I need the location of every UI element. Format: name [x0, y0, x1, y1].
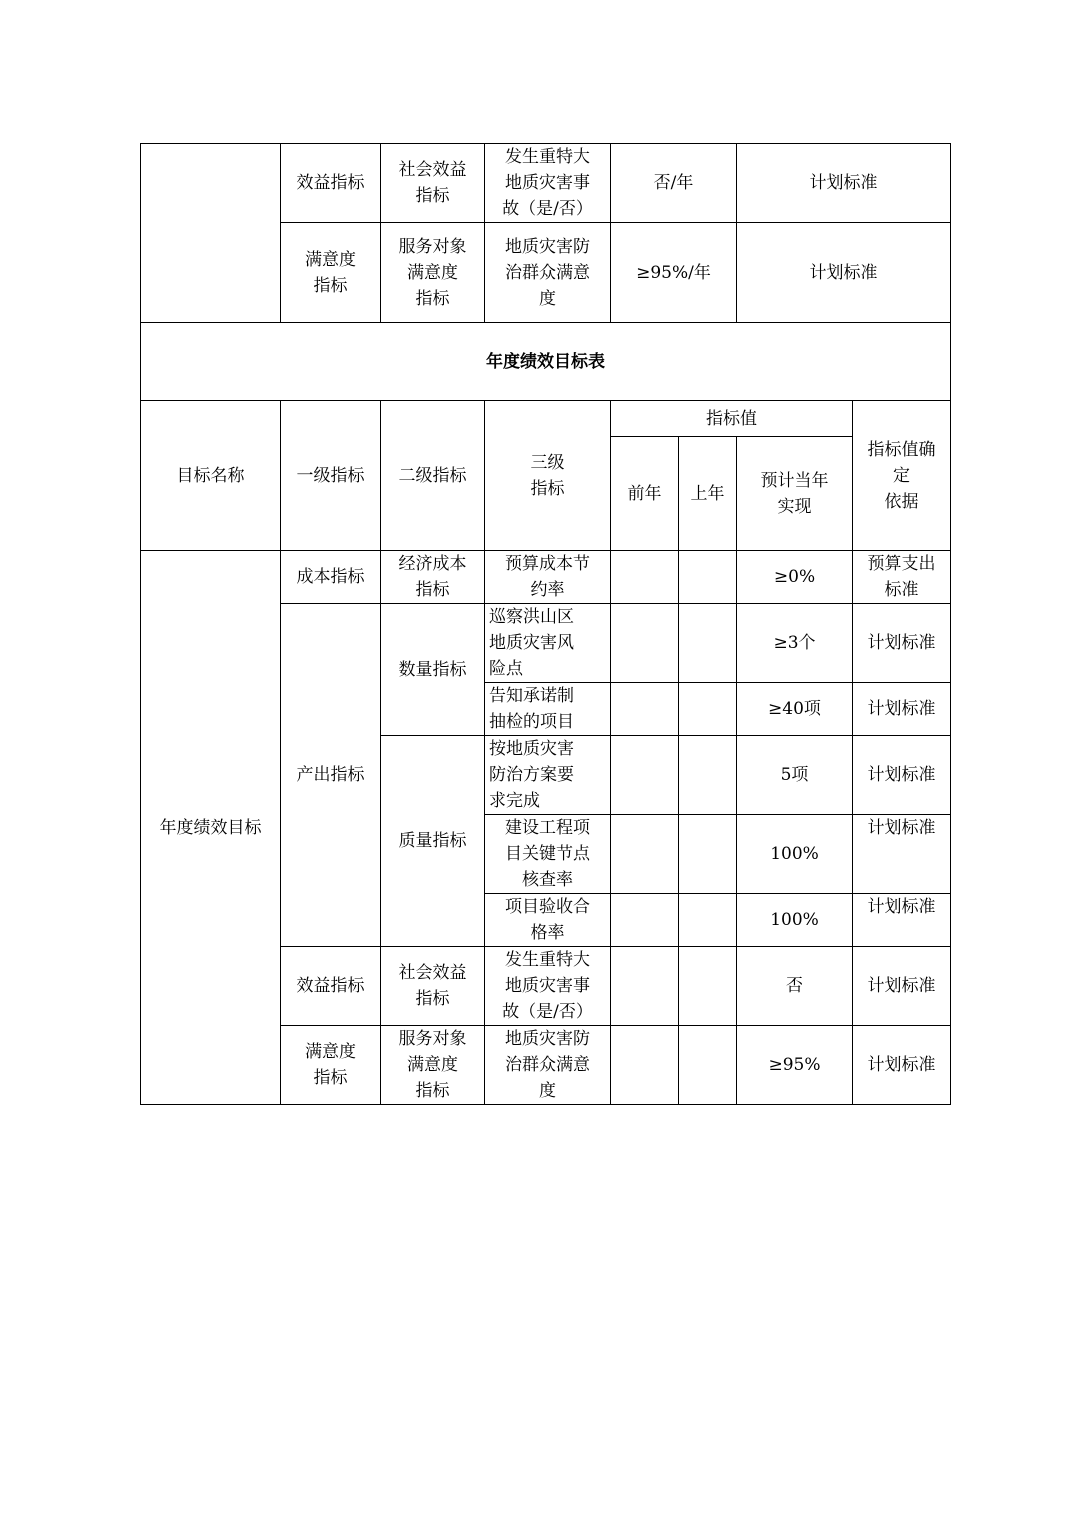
- prev-year-cell: [611, 894, 679, 947]
- level3-cell: 项目验收合 格率: [485, 894, 611, 947]
- prev-year-cell: [611, 551, 679, 604]
- level3-cell: 地质灾害防 治群众满意 度: [485, 223, 611, 323]
- expected-cell: 100%: [737, 894, 853, 947]
- prev-year-cell: [611, 815, 679, 894]
- basis-cell: 计划标准: [853, 947, 951, 1026]
- basis-cell: 计划标准: [853, 815, 951, 894]
- last-year-cell: [679, 736, 737, 815]
- header-basis: 指标值确 定 依据: [853, 401, 951, 551]
- level3-cell: 预算成本节 约率: [485, 551, 611, 604]
- level1-cell: 产出指标: [281, 604, 381, 947]
- level1-cell: 满意度 指标: [281, 1026, 381, 1105]
- level3-cell: 告知承诺制 抽检的项目: [485, 683, 611, 736]
- prev-year-cell: [611, 683, 679, 736]
- level2-cell: 质量指标: [381, 736, 485, 947]
- continuation-table: [140, 143, 951, 323]
- last-year-cell: [679, 894, 737, 947]
- prev-year-cell: [611, 1026, 679, 1105]
- last-year-cell: [679, 947, 737, 1026]
- header-indicator-value: 指标值: [611, 401, 853, 437]
- basis-cell: 计划标准: [853, 604, 951, 683]
- header-level1: 一级指标: [281, 401, 381, 551]
- last-year-cell: [679, 1026, 737, 1105]
- last-year-cell: [679, 604, 737, 683]
- basis-cell: 计划标准: [737, 223, 951, 323]
- basis-cell: 计划标准: [853, 683, 951, 736]
- last-year-cell: [679, 683, 737, 736]
- basis-cell: 预算支出 标准: [853, 551, 951, 604]
- goal-name-cell: 年度绩效目标: [141, 551, 281, 1105]
- expected-cell: ≥95%: [737, 1026, 853, 1105]
- level3-cell: 发生重特大 地质灾害事 故（是/否）: [485, 144, 611, 223]
- prev-year-cell: [611, 736, 679, 815]
- level2-cell: 社会效益 指标: [381, 947, 485, 1026]
- basis-cell: 计划标准: [737, 144, 951, 223]
- header-goal-name: 目标名称: [141, 401, 281, 551]
- expected-cell: ≥3个: [737, 604, 853, 683]
- expected-cell: 否: [737, 947, 853, 1026]
- expected-cell: 100%: [737, 815, 853, 894]
- level2-cell: 服务对象 满意度 指标: [381, 1026, 485, 1105]
- table-row: [141, 551, 951, 604]
- header-last-year: 上年: [679, 437, 737, 551]
- value-cell: 否/年: [611, 144, 737, 223]
- last-year-cell: [679, 551, 737, 604]
- level3-cell: 建设工程项 目关键节点 核查率: [485, 815, 611, 894]
- level2-cell: 经济成本 指标: [381, 551, 485, 604]
- basis-cell: 计划标准: [853, 894, 951, 947]
- header-expected: 预计当年 实现: [737, 437, 853, 551]
- value-cell: ≥95%/年: [611, 223, 737, 323]
- level1-cell: 效益指标: [281, 144, 381, 223]
- header-row: [141, 401, 951, 437]
- prev-year-cell: [611, 604, 679, 683]
- table-row: [141, 144, 951, 223]
- header-level2: 二级指标: [381, 401, 485, 551]
- header-level3: 三级 指标: [485, 401, 611, 551]
- expected-cell: ≥40项: [737, 683, 853, 736]
- table-title: 年度绩效目标表: [141, 323, 951, 401]
- level1-cell: 效益指标: [281, 947, 381, 1026]
- level1-cell: 满意度 指标: [281, 223, 381, 323]
- goal-name-cell: [141, 144, 281, 323]
- level3-cell: 巡察洪山区 地质灾害风 险点: [485, 604, 611, 683]
- level2-cell: 社会效益 指标: [381, 144, 485, 223]
- header-prev-year: 前年: [611, 437, 679, 551]
- level2-cell: 数量指标: [381, 604, 485, 736]
- annual-performance-table: [140, 322, 951, 1105]
- level3-cell: 发生重特大 地质灾害事 故（是/否）: [485, 947, 611, 1026]
- level3-cell: 按地质灾害 防治方案要 求完成: [485, 736, 611, 815]
- last-year-cell: [679, 815, 737, 894]
- prev-year-cell: [611, 947, 679, 1026]
- title-row: [141, 323, 951, 401]
- expected-cell: 5项: [737, 736, 853, 815]
- level3-cell: 地质灾害防 治群众满意 度: [485, 1026, 611, 1105]
- level2-cell: 服务对象 满意度 指标: [381, 223, 485, 323]
- basis-cell: 计划标准: [853, 736, 951, 815]
- expected-cell: ≥0%: [737, 551, 853, 604]
- level1-cell: 成本指标: [281, 551, 381, 604]
- basis-cell: 计划标准: [853, 1026, 951, 1105]
